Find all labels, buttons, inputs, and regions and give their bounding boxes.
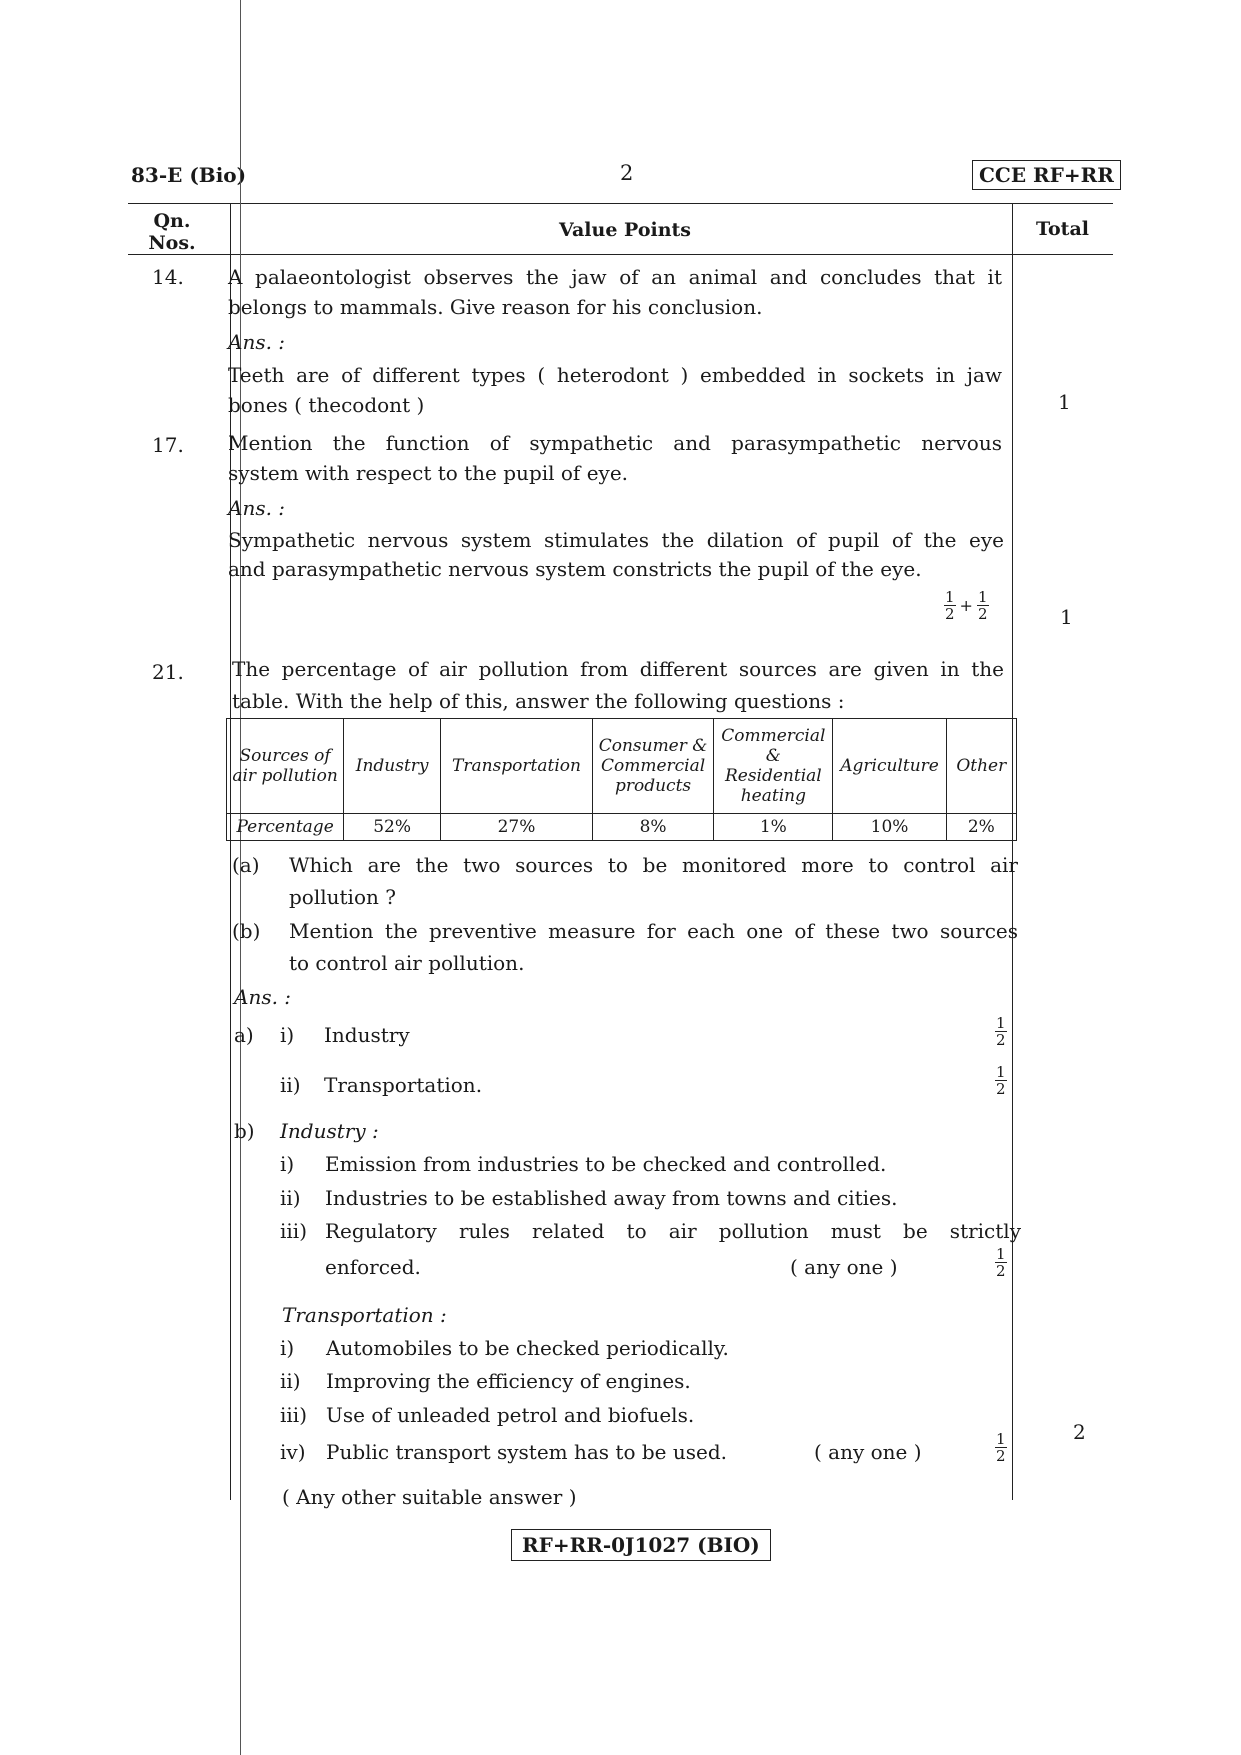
q21-total: 2 xyxy=(1073,1420,1086,1444)
page-number: 2 xyxy=(620,161,634,185)
q21-part-b-line1: Mention the preventive measure for each one of these two sources xyxy=(289,919,1018,943)
q17-ans-label: Ans. : xyxy=(228,496,286,520)
answer-a-i-roman: i) xyxy=(280,1023,295,1047)
transport-i-roman: i) xyxy=(280,1336,295,1360)
value-industry: 52% xyxy=(344,814,441,841)
header-industry: Industry xyxy=(344,719,441,814)
table-header-rule xyxy=(128,254,1113,255)
transport-ii-roman: ii) xyxy=(280,1369,301,1393)
q17-line1: Mention the function of sympathetic and parasympathetic nervous xyxy=(228,431,1002,455)
half-fraction: $\frac{1}{2}$ xyxy=(996,1430,1006,1465)
answer-a-label: a) xyxy=(234,1023,254,1047)
other-answer-note: ( Any other suitable answer ) xyxy=(282,1485,577,1509)
q14-number: 14. xyxy=(152,265,184,289)
q17-answer-line2: and parasympathetic nervous system constricts the pupil of the eye. xyxy=(228,557,922,581)
answer-a-i-text: Industry xyxy=(324,1023,410,1047)
transport-iii-roman: iii) xyxy=(280,1403,307,1427)
transport-iv-text: Public transport system has to be used. xyxy=(326,1440,727,1464)
industry-title: Industry : xyxy=(280,1119,379,1143)
industry-i-text: Emission from industries to be checked and controlled. xyxy=(325,1152,887,1176)
answer-a-ii-roman: ii) xyxy=(280,1073,301,1097)
paper-code: 83-E (Bio) xyxy=(131,163,247,187)
q21-line2: table. With the help of this, answer the following questions : xyxy=(232,689,845,713)
half-fraction: $\frac{1}{2}$ xyxy=(996,1014,1006,1049)
header-other: Other xyxy=(946,719,1016,814)
industry-ii-text: Industries to be established away from towns and cities. xyxy=(325,1186,898,1210)
transportation-title: Transportation : xyxy=(282,1303,447,1327)
footer-code: RF+RR-0J1027 (BIO) xyxy=(511,1529,771,1561)
header-residential-heating: Commercial & Residential heating xyxy=(714,719,833,814)
industry-ii-roman: ii) xyxy=(280,1186,301,1210)
q21-part-b-label: (b) xyxy=(232,919,261,943)
q14-ans-label: Ans. : xyxy=(228,330,286,354)
q21-number: 21. xyxy=(152,660,184,684)
table-header-row xyxy=(227,719,1017,814)
industry-iii-continued: enforced. xyxy=(325,1255,421,1279)
value-consumer-products: 8% xyxy=(592,814,713,841)
value-residential-heating: 1% xyxy=(714,814,833,841)
industry-iii-roman: iii) xyxy=(280,1219,307,1243)
industry-i-roman: i) xyxy=(280,1152,295,1176)
q14-answer-line2: bones ( thecodont ) xyxy=(228,393,425,417)
answer-a-ii-text: Transportation. xyxy=(324,1073,483,1097)
value-other: 2% xyxy=(946,814,1016,841)
header-transportation: Transportation xyxy=(441,719,593,814)
q21-ans-label: Ans. : xyxy=(234,985,292,1009)
q21-part-a-line1: Which are the two sources to be monitored more to control air xyxy=(289,853,1018,877)
q21-part-b-line2: to control air pollution. xyxy=(289,951,525,975)
q14-line2: belongs to mammals. Give reason for his conclusion. xyxy=(228,295,763,319)
header-agriculture: Agriculture xyxy=(833,719,946,814)
row-label: Percentage xyxy=(227,814,344,841)
q14-line1: A palaeontologist observes the jaw of an animal and concludes that it xyxy=(228,265,1002,289)
half-fraction: $\frac{1}{2}$ xyxy=(996,1245,1006,1280)
q14-total: 1 xyxy=(1058,390,1071,414)
q21-line1: The percentage of air pollution from different sources are given in the xyxy=(232,657,1004,681)
table-row xyxy=(227,814,1017,841)
value-agriculture: 10% xyxy=(833,814,946,841)
q14-answer-line1: Teeth are of different types ( heterodont ) embedded in sockets in jaw xyxy=(228,363,1002,387)
half-fraction: $\frac{1}{2}$ xyxy=(977,588,988,623)
q17-marks xyxy=(944,589,989,622)
value-transportation: 27% xyxy=(441,814,593,841)
transport-iv-roman: iv) xyxy=(280,1440,306,1464)
value-points-header: Value Points xyxy=(559,219,691,241)
answer-b-label: b) xyxy=(234,1119,255,1143)
half-fraction: $\frac{1}{2}$ xyxy=(945,588,955,623)
transport-ii-text: Improving the efficiency of engines. xyxy=(326,1369,691,1393)
q17-total: 1 xyxy=(1060,605,1073,629)
q17-line2: system with respect to the pupil of eye. xyxy=(228,461,629,485)
transport-i-text: Automobiles to be checked periodically. xyxy=(326,1336,729,1360)
total-header: Total xyxy=(1036,218,1089,240)
q17-answer-line1: Sympathetic nervous system stimulates the dilation of pupil of the eye xyxy=(228,528,1004,552)
industry-iii-text: Regulatory rules related to air pollution must be strictly xyxy=(325,1219,1021,1243)
transport-iii-text: Use of unleaded petrol and biofuels. xyxy=(326,1403,695,1427)
q21-part-a-line2: pollution ? xyxy=(289,885,396,909)
row-label-header: Sources of air pollution xyxy=(227,719,344,814)
qn-nos-header: Qn. Nos. xyxy=(148,210,196,254)
table-top-rule xyxy=(128,203,1113,204)
half-fraction: $\frac{1}{2}$ xyxy=(996,1063,1006,1098)
cce-badge: CCE RF+RR xyxy=(972,160,1121,190)
header-consumer-products: Consumer & Commercial products xyxy=(592,719,713,814)
air-pollution-table xyxy=(226,718,1017,841)
any-one-note: ( any one ) xyxy=(790,1255,898,1279)
q21-part-a-label: (a) xyxy=(232,853,260,877)
q17-number: 17. xyxy=(152,433,184,457)
any-one-note: ( any one ) xyxy=(814,1440,922,1464)
plus-sign: + xyxy=(959,596,973,615)
